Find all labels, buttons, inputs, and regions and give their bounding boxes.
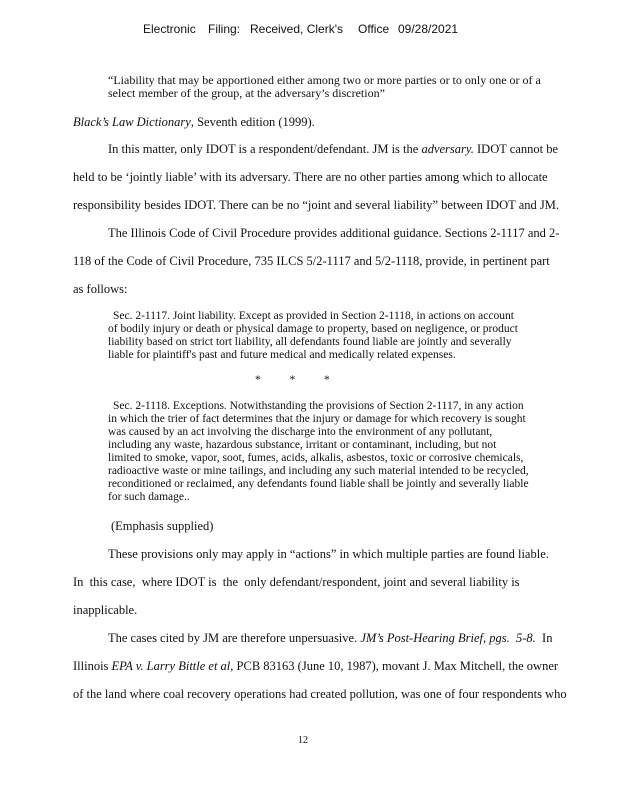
sec1118-line-6: radioactive waste or mine tailings, and including any such material intended to be recycled, — [108, 465, 529, 477]
para1-line-1 — [108, 142, 558, 156]
header-electronic: Electronic — [143, 22, 196, 36]
header-date: 09/28/2021 — [398, 22, 459, 36]
para4-brief-citation: JM’s Post-Hearing Brief, pgs. 5-8. — [360, 631, 536, 645]
sec1118-line-3: was caused by an act involving the discharge into the environment of any pollutant, — [108, 426, 493, 438]
header-filing: Filing: — [208, 22, 241, 36]
para4-text-a: The cases cited by JM are therefore unpersuasive. — [108, 631, 361, 645]
header-received: Received, Clerk's — [250, 22, 343, 36]
sec1117-line-4: liable for plaintiff's past and future medical and medically related expenses. — [108, 349, 456, 361]
para2-line-3: as follows: — [73, 282, 128, 296]
sec1118-line-5: limited to smoke, vapor, soot, fumes, acids, alkalis, asbestos, toxic or corrosive chemicals, — [108, 452, 524, 464]
sec1118-line-4: including any waste, hazardous substance, irritant or contaminant, including, but not — [108, 439, 497, 451]
para1-line-3: responsibility besides IDOT. There can be no “joint and several liability” between IDOT and JM. — [73, 198, 559, 212]
sec1118-line-7: reconditioned or reclaimed, any defendants found liable shall be jointly and severally liable — [108, 478, 529, 490]
header-office: Office — [358, 22, 390, 36]
para4-text-illinois: Illinois — [73, 659, 112, 673]
page-number: 12 — [298, 735, 308, 746]
quote-line-1: “Liability that may be apportioned either among two or more parties or to only one or of a — [108, 73, 541, 87]
section-separator-stars: * * * — [255, 374, 330, 386]
para3-line-2: In this case, where IDOT is the only defendant/respondent, joint and several liability is — [73, 575, 520, 589]
para4-text-c: In — [535, 631, 553, 645]
para4-line-1 — [108, 631, 552, 645]
sec1117-line-2: of bodily injury or death or physical damage to property, based on negligence, or product — [108, 323, 518, 335]
citation-source: Black’s Law Dictionary — [73, 115, 191, 129]
para4-case-name: EPA v. Larry Bittle et al — [111, 659, 231, 673]
sec1118-line-1: Sec. 2-1118. Exceptions. Notwithstanding the provisions of Section 2-1117, in any action — [113, 400, 524, 412]
citation-edition: , Seventh edition (1999). — [190, 115, 315, 129]
para1-text-c: IDOT cannot be — [473, 142, 559, 156]
sec1118-line-2: in which the trier of fact determines that the injury or damage for which recovery is sought — [108, 413, 526, 425]
sec1118-line-8: for such damage.. — [108, 491, 190, 503]
para1-line-2: held to be ‘jointly liable’ with its adversary. There are no other parties among which to allocate — [73, 170, 548, 184]
para1-adversary: adversary. — [421, 142, 474, 156]
para4-text-rest: , PCB 83163 (June 10, 1987), movant J. Max Mitchell, the owner — [230, 659, 559, 673]
para3-line-1: These provisions only may apply in “actions” in which multiple parties are found liable. — [108, 547, 549, 561]
para2-line-1: The Illinois Code of Civil Procedure provides additional guidance. Sections 2-1117 and 2- — [108, 226, 560, 240]
para3-line-3: inapplicable. — [73, 603, 138, 617]
sec1117-line-3: liability based on strict tort liability, all defendants found liable are jointly and severally — [108, 336, 512, 348]
quote-line-2: select member of the group, at the adversary’s discretion” — [108, 86, 385, 100]
para4-line-3: of the land where coal recovery operations had created pollution, was one of four respondents who — [73, 687, 567, 701]
sec1117-line-1: Sec. 2-1117. Joint liability. Except as provided in Section 2-1118, in actions on account — [113, 310, 514, 322]
emphasis-note: (Emphasis supplied) — [111, 519, 214, 533]
para1-text-a: In this matter, only IDOT is a respondent/defendant. JM is the — [108, 142, 422, 156]
para2-line-2: 118 of the Code of Civil Procedure, 735 ILCS 5/2-1117 and 5/2-1118, provide, in pertinent part — [73, 254, 550, 268]
para4-line-2 — [73, 659, 558, 673]
citation — [73, 115, 315, 129]
